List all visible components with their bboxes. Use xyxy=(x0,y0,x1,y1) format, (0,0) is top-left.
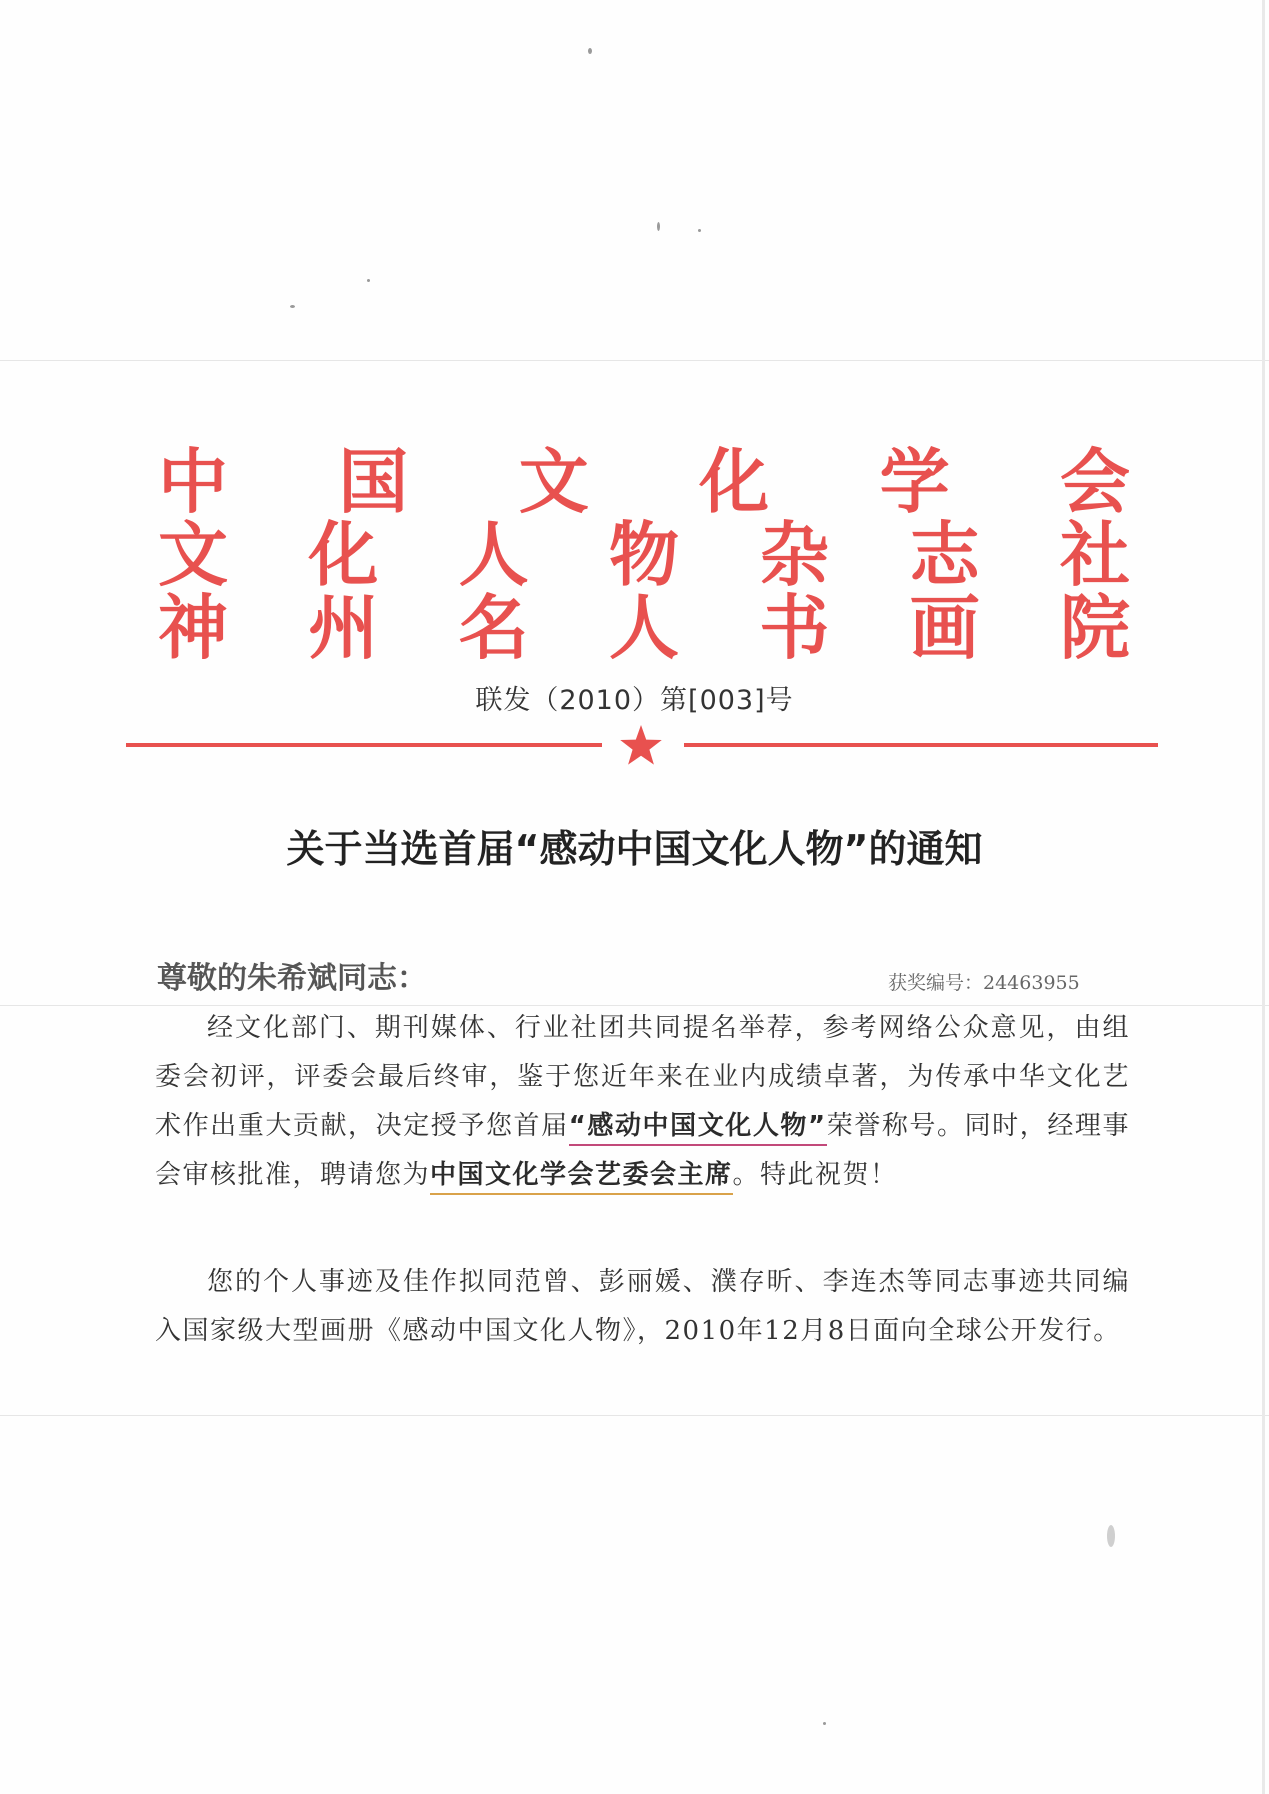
scan-speck xyxy=(367,279,370,282)
org-char: 化 xyxy=(699,440,770,523)
document-number: 联发（2010）第[003]号 xyxy=(475,685,794,716)
org-char: 画 xyxy=(909,586,980,669)
page-edge xyxy=(1262,0,1265,1794)
org-char: 书 xyxy=(759,586,830,669)
position-highlight: 中国文化学会艺委会主席 xyxy=(430,1160,733,1195)
org-char: 中 xyxy=(158,440,228,523)
org-char: 文 xyxy=(158,513,228,596)
org-char: 院 xyxy=(1059,586,1130,669)
org-char: 化 xyxy=(308,513,379,596)
org-name-line-2 xyxy=(158,513,1130,596)
org-name-line-1 xyxy=(158,440,1130,523)
org-char: 学 xyxy=(879,440,950,523)
fold-line xyxy=(0,1415,1269,1416)
org-char: 人 xyxy=(608,586,679,669)
scan-speck xyxy=(657,222,660,231)
org-char: 文 xyxy=(518,440,589,523)
scan-speck xyxy=(1107,1525,1115,1547)
org-char: 神 xyxy=(158,586,228,669)
org-char: 名 xyxy=(458,586,529,669)
salutation: 尊敬的朱希斌同志： xyxy=(157,961,427,996)
honor-title-highlight: “感动中国文化人物” xyxy=(569,1111,827,1146)
org-char: 人 xyxy=(458,513,529,596)
body-text: 经文化部门、期刊媒体、行业社团共同提名举荐，参考网络公众意见，由组委会初评，评委会最后终审，鉴于您近年来在业内成绩卓著，为传承中华文化艺术作出重大贡献，决定授予您首届 xyxy=(155,1013,1130,1141)
body-text: 。特此祝贺！ xyxy=(732,1160,898,1190)
fold-line xyxy=(0,360,1269,361)
award-number: 获奖编号：24463955 xyxy=(888,972,1080,994)
org-char: 州 xyxy=(308,586,379,669)
scan-speck xyxy=(290,305,295,308)
org-char: 社 xyxy=(1059,513,1130,596)
org-char: 国 xyxy=(338,440,409,523)
star-icon xyxy=(619,724,663,766)
body-paragraph-2 xyxy=(155,1258,1130,1356)
org-char: 物 xyxy=(608,513,679,596)
body-paragraph-1 xyxy=(155,1004,1130,1200)
org-char: 志 xyxy=(909,513,980,596)
scan-speck xyxy=(698,229,701,232)
org-char: 会 xyxy=(1059,440,1130,523)
body-text: 荣誉称号。同时，经理事会审核批准，聘请您为 xyxy=(155,1111,1130,1190)
body-text: 您的个人事迹及佳作拟同范曾、彭丽媛、濮存昕、李连杰等同志事迹共同编入国家级大型画册《感动中国文化人物》，2010年12月8日面向全球公开发行。 xyxy=(155,1267,1130,1346)
org-name-line-3 xyxy=(158,586,1130,669)
scan-speck xyxy=(588,48,592,54)
header-rule-right xyxy=(684,743,1158,747)
scan-speck xyxy=(823,1722,826,1725)
org-char: 杂 xyxy=(759,513,830,596)
notice-title: 关于当选首届“感动中国文化人物”的通知 xyxy=(286,827,983,871)
header-rule-left xyxy=(126,743,602,747)
